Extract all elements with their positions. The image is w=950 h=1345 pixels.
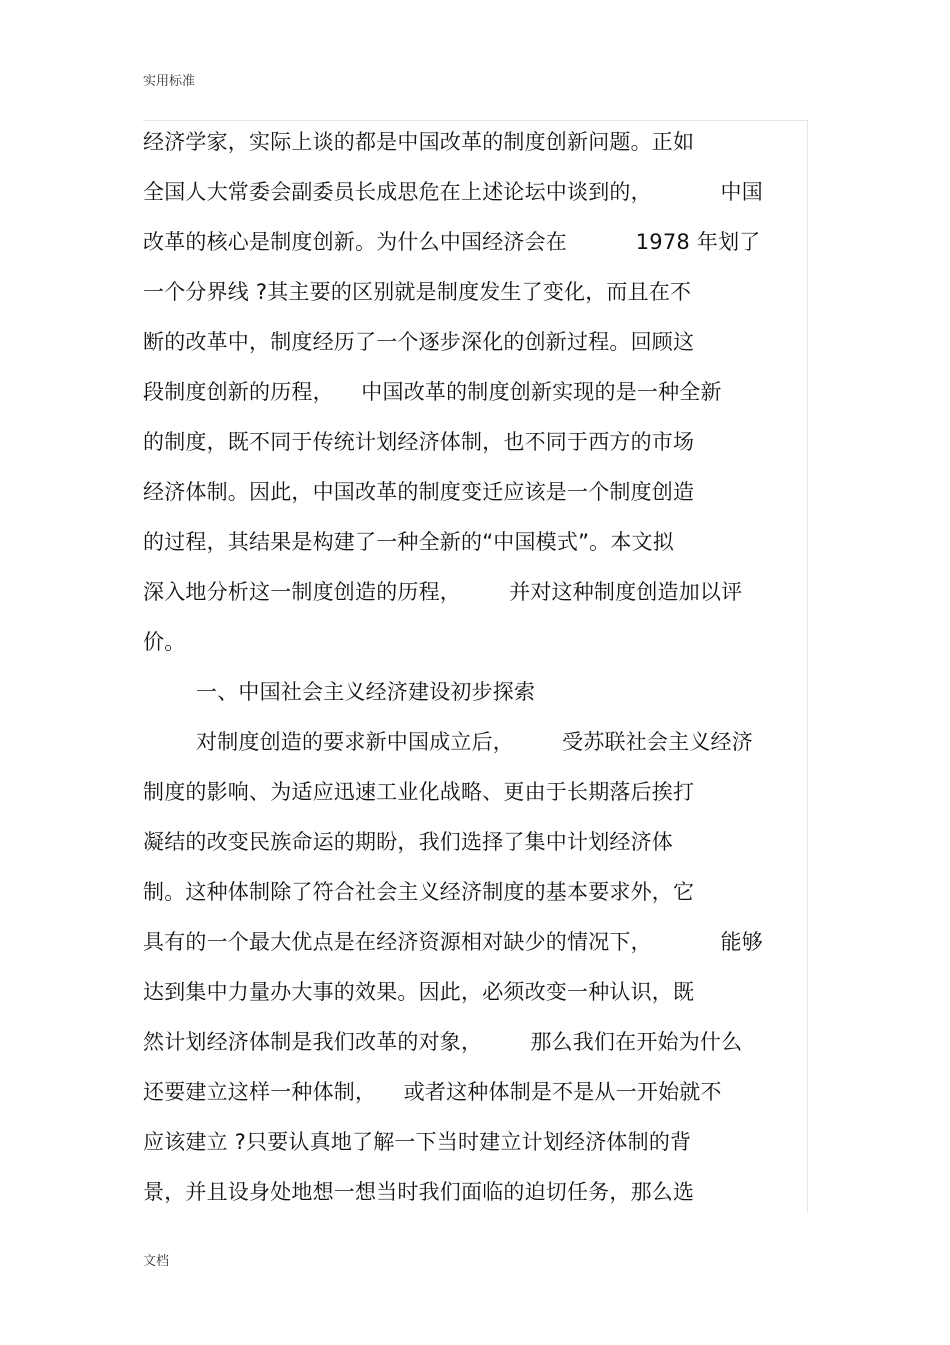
- text-line: 具有的一个最大优点是在经济资源相对缺少的情况下， 能够: [143, 930, 763, 954]
- text-line: 经济学家，实际上谈的都是中国改革的制度创新问题。正如: [143, 130, 695, 154]
- text-line: 应该建立 ?只要认真地了解一下当时建立计划经济体制的背: [143, 1130, 692, 1154]
- page-header-label: 实用标准: [143, 74, 196, 89]
- text-line: 的过程，其结果是构建了一种全新的“中国模式”。本文拟: [143, 530, 674, 554]
- text-line: 深入地分析这一制度创造的历程， 并对这种制度创造加以评: [143, 580, 743, 604]
- page-footer-label: 文档: [143, 1254, 170, 1269]
- text-line: 还要建立这样一种体制， 或者这种体制是不是从一开始就不: [143, 1080, 722, 1104]
- text-line: 段制度创新的历程， 中国改革的制度创新实现的是一种全新: [143, 380, 722, 404]
- text-line: 断的改革中，制度经历了一个逐步深化的创新过程。回顾这: [143, 330, 695, 354]
- text-line: 景，并且设身处地想一想当时我们面临的迫切任务，那么选: [143, 1180, 695, 1204]
- text-line: 价。: [143, 630, 186, 654]
- text-line: 的制度，既不同于传统计划经济体制，也不同于西方的市场: [143, 430, 695, 454]
- text-line: 凝结的改变民族命运的期盼，我们选择了集中计划经济体: [143, 830, 673, 854]
- text-line: 对制度创造的要求新中国成立后， 受苏联社会主义经济: [196, 730, 753, 754]
- text-line: 经济体制。因此，中国改革的制度变迁应该是一个制度创造: [143, 480, 695, 504]
- text-line: 改革的核心是制度创新。为什么中国经济会在 1978 年划了: [143, 230, 761, 254]
- section-heading: 一、中国社会主义经济建设初步探索: [196, 680, 536, 704]
- text-line: 制度的影响、为适应迅速工业化战略、更由于长期落后挨打: [143, 780, 695, 804]
- text-line: 一个分界线 ?其主要的区别就是制度发生了变化，而且在不: [143, 280, 692, 304]
- text-line: 达到集中力量办大事的效果。因此，必须改变一种认识，既: [143, 980, 695, 1004]
- text-line: 全国人大常委会副委员长成思危在上述论坛中谈到的， 中国: [143, 180, 763, 204]
- text-line: 然计划经济体制是我们改革的对象， 那么我们在开始为什么: [143, 1030, 743, 1054]
- text-line: 制。这种体制除了符合社会主义经济制度的基本要求外，它: [143, 880, 695, 904]
